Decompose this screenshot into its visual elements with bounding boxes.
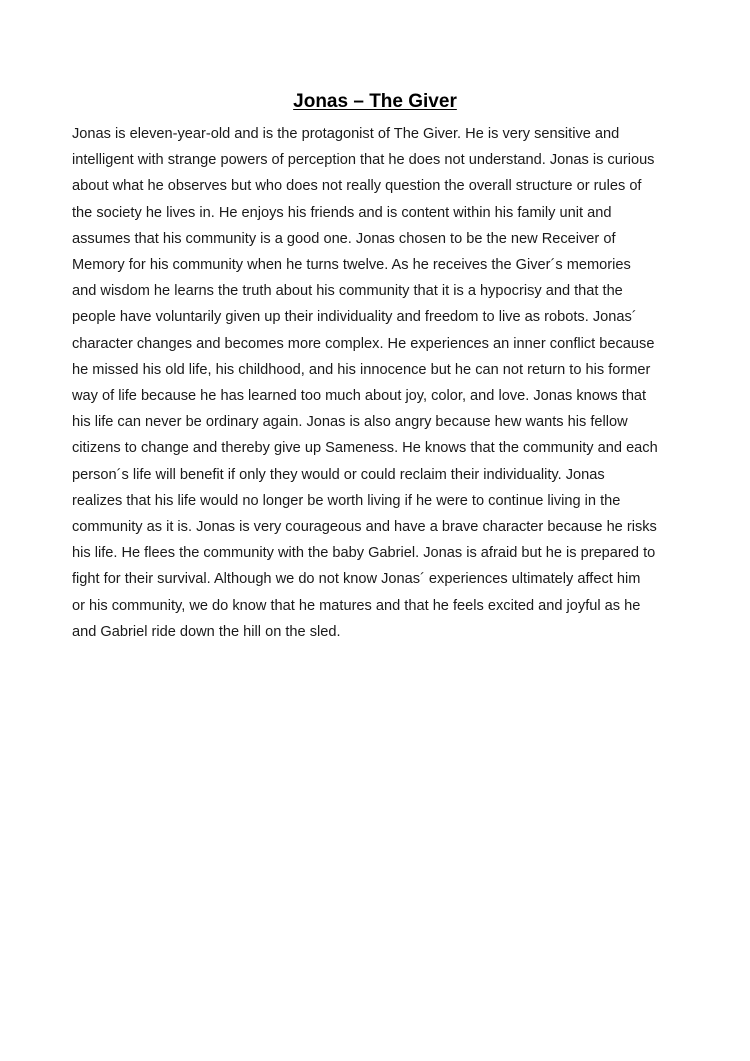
body-paragraph xyxy=(72,121,684,645)
paragraph-line: way of life because he has learned too much about joy, color, and love. Jonas knows that xyxy=(72,388,647,405)
paragraph-line: his life can never be ordinary again. Jonas is also angry because hew wants his fellow xyxy=(72,414,628,431)
paragraph-line: about what he observes but who does not really question the overall structure or rules of xyxy=(72,178,642,195)
paragraph-line: assumes that his community is a good one. Jonas chosen to be the new Receiver of xyxy=(72,230,616,247)
document-title: Jonas – The Giver xyxy=(293,91,457,112)
paragraph-line: and wisdom he learns the truth about his community that it is a hypocrisy and that the xyxy=(72,283,623,300)
paragraph-line: citizens to change and thereby give up Sameness. He knows that the community and each xyxy=(72,440,658,457)
paragraph-line: people have voluntarily given up their individuality and freedom to live as robots. Jonas´ xyxy=(72,309,637,326)
paragraph-line: Jonas is eleven-year-old and is the protagonist of The Giver. He is very sensitive and xyxy=(72,126,620,142)
paragraph-line: Memory for his community when he turns twelve. As he receives the Giver´s memories xyxy=(72,257,631,274)
paragraph-line: the society he lives in. He enjoys his friends and is content within his family unit and xyxy=(72,204,612,221)
paragraph-line: realizes that his life would no longer be worth living if he were to continue living in the xyxy=(72,492,621,509)
paragraph-line: and Gabriel ride down the hill on the sled. xyxy=(72,623,341,640)
paragraph-line: community as it is. Jonas is very courageous and have a brave character because he risks xyxy=(72,519,657,536)
paragraph-line: he missed his old life, his childhood, and his innocence but he can not return to his former xyxy=(72,361,651,378)
paragraph-line: character changes and becomes more complex. He experiences an inner conflict because xyxy=(72,335,655,352)
paragraph-line: his life. He flees the community with the baby Gabriel. Jonas is afraid but he is prepared to xyxy=(72,545,656,562)
paragraph-line: person´s life will benefit if only they would or could reclaim their individuality. Jonas xyxy=(72,466,605,483)
paragraph-line: intelligent with strange powers of perception that he does not understand. Jonas is curious xyxy=(72,152,655,169)
paragraph-line: or his community, we do know that he matures and that he feels excited and joyful as he xyxy=(72,597,641,614)
paragraph-line: fight for their survival. Although we do not know Jonas´ experiences ultimately affect him xyxy=(72,571,641,588)
